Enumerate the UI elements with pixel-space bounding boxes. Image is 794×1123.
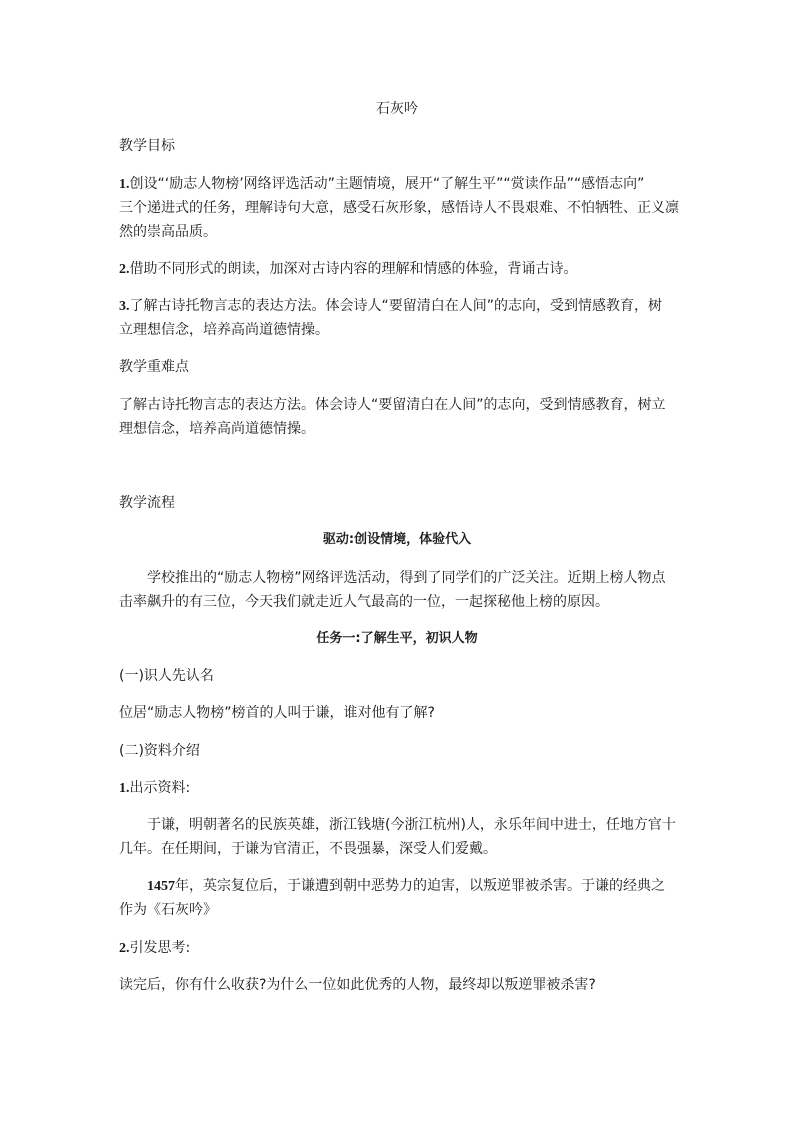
- item-2-line: [119, 938, 190, 959]
- process-heading: 教学流程: [119, 495, 175, 511]
- drive-heading: 驱动:创设情境，体验代入: [322, 532, 472, 547]
- bio-2-line-1: [147, 876, 665, 897]
- item-1-number: 1.: [119, 781, 130, 796]
- goal-1-line-3: 然的崇高品质。: [119, 224, 217, 240]
- item-2-number: 2.: [119, 941, 130, 956]
- item-1-text: 出示资料:: [129, 780, 191, 796]
- drive-line-1: 学校推出的“励志人物榜”网络评选活动，得到了同学们的广泛关注。近期上榜人物点: [147, 570, 666, 586]
- bio-1-line-1: 于谦，明朝著名的民族英雄，浙江钱塘(今浙江杭州)人，永乐年间中进士，任地方官十: [147, 817, 676, 833]
- goals-heading: 教学目标: [119, 138, 175, 154]
- goal-2-text-1: 借助不同形式的朗读，加深对古诗内容的理解和情感的体验，背诵古诗。: [129, 261, 578, 277]
- goal-2-line-1: [119, 259, 578, 280]
- goal-1-number: 1.: [119, 177, 130, 192]
- item-1-line: [119, 778, 190, 799]
- goal-1-text-1: 创设“‘励志人物榜’网络评选活动”主题情境，展开“了解生平”“赏读作品”“感悟志向”: [129, 176, 645, 192]
- bio-2-year: 1457: [147, 879, 175, 894]
- key-points-line-1: 了解古诗托物言志的表达方法。体会诗人“要留清白在人间”的志向，受到情感教育，树立: [119, 397, 666, 413]
- item-2-text: 引发思考:: [129, 940, 191, 956]
- goal-2-number: 2.: [119, 262, 130, 277]
- subsection-1-heading: (一)识人先认名: [119, 668, 214, 684]
- question-line: 读完后，你有什么收获?为什么一位如此优秀的人物，最终却以叛逆罪被杀害?: [119, 977, 596, 993]
- goal-3-number: 3.: [119, 299, 130, 314]
- subsection-1-text: 位居“励志人物榜”榜首的人叫于谦，谁对他有了解?: [119, 705, 435, 721]
- goal-1-line-2: 三个递进式的任务，理解诗句大意，感受石灰形象，感悟诗人不畏艰难、不怕牺牲、正义凛: [119, 200, 679, 216]
- drive-line-2: 击率飙升的有三位，今天我们就走近人气最高的一位，一起探秘他上榜的原因。: [119, 594, 609, 610]
- goal-1-line-1: [119, 174, 644, 195]
- document-title: 石灰吟: [376, 101, 418, 117]
- goal-3-text-1: 了解古诗托物言志的表达方法。体会诗人“要留清白在人间”的志向，受到情感教育，树: [129, 298, 663, 314]
- task-1-heading: 任务一:了解生平，初识人物: [316, 631, 478, 646]
- key-points-heading: 教学重难点: [119, 359, 189, 375]
- goal-3-line-2: 立理想信念，培养高尚道德情操。: [119, 322, 329, 338]
- bio-1-line-2: 几年。在任期间，于谦为官清正，不畏强暴，深受人们爱戴。: [119, 841, 497, 857]
- subsection-2-heading: (二)资料介绍: [119, 743, 200, 759]
- bio-2-text-1: 年，英宗复位后，于谦遭到朝中恶势力的迫害，以叛逆罪被杀害。于谦的经典之: [175, 878, 665, 894]
- bio-2-line-2: 作为《石灰吟》: [119, 902, 217, 918]
- key-points-line-2: 理想信念，培养高尚道德情操。: [119, 421, 315, 437]
- goal-3-line-1: [119, 296, 662, 317]
